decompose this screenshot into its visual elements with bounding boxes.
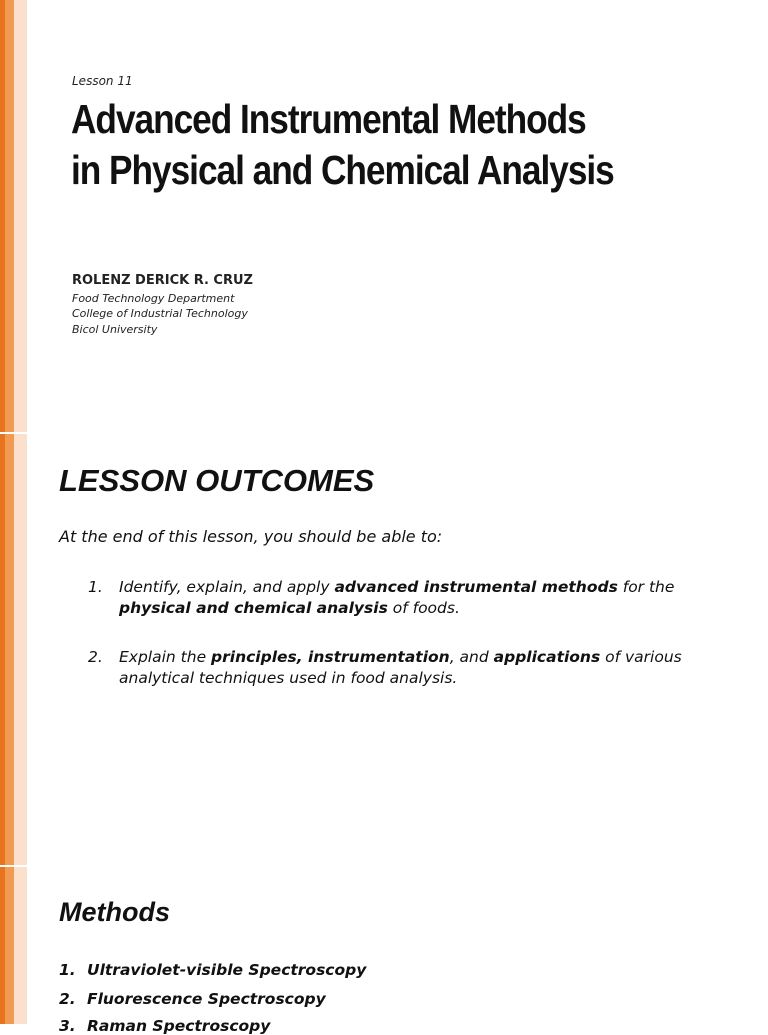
- method-item: [59, 961, 366, 979]
- method-number: 2.: [59, 990, 76, 1008]
- title-line: in Physical and Chemical Analysis: [71, 147, 614, 193]
- outcome-emphasis: advanced instrumental methods: [334, 578, 618, 596]
- slide-divider: [0, 432, 27, 434]
- outcome-text-part: for the: [617, 578, 675, 596]
- method-number: 1.: [59, 961, 76, 979]
- outcome-emphasis: applications: [493, 648, 601, 666]
- method-item: [59, 990, 326, 1008]
- edge-stripe-mid: [5, 0, 14, 1024]
- affiliation-department: Food Technology Department: [72, 292, 235, 305]
- method-label: Fluorescence Spectroscopy: [87, 990, 326, 1008]
- outcome-number: 2.: [88, 648, 103, 666]
- outcome-text-part: analytical techniques used in food analysis.: [119, 669, 458, 687]
- outcome-number: 1.: [88, 578, 103, 596]
- methods-heading: Methods: [59, 897, 170, 927]
- method-item: [59, 1017, 270, 1035]
- outcome-text-part: of foods.: [387, 599, 460, 617]
- outcomes-heading: LESSON OUTCOMES: [59, 463, 375, 498]
- outcome-emphasis: principles, instrumentation: [211, 648, 450, 666]
- method-label: Ultraviolet-visible Spectroscopy: [87, 961, 367, 979]
- lesson-label: Lesson 11: [72, 74, 133, 88]
- affiliation-college: College of Industrial Technology: [72, 307, 248, 320]
- affiliation-university: Bicol University: [72, 323, 158, 336]
- outcome-text-part: , and: [449, 648, 494, 666]
- slide-divider: [0, 865, 27, 867]
- method-label: Raman Spectroscopy: [87, 1017, 271, 1035]
- outcome-emphasis: physical and chemical analysis: [119, 599, 388, 617]
- author-name: ROLENZ DERICK R. CRUZ: [72, 273, 253, 288]
- method-number: 3.: [59, 1017, 76, 1035]
- outcome-text-part: Identify, explain, and apply: [119, 578, 335, 596]
- edge-stripe-light: [14, 0, 27, 1024]
- outcome-text-part: Explain the: [119, 648, 212, 666]
- title-line: Advanced Instrumental Methods: [71, 96, 586, 142]
- methods-slide: [27, 0, 768, 1035]
- outcomes-intro: At the end of this lesson, you should be able to:: [59, 527, 443, 546]
- outcome-text-part: of various: [600, 648, 682, 666]
